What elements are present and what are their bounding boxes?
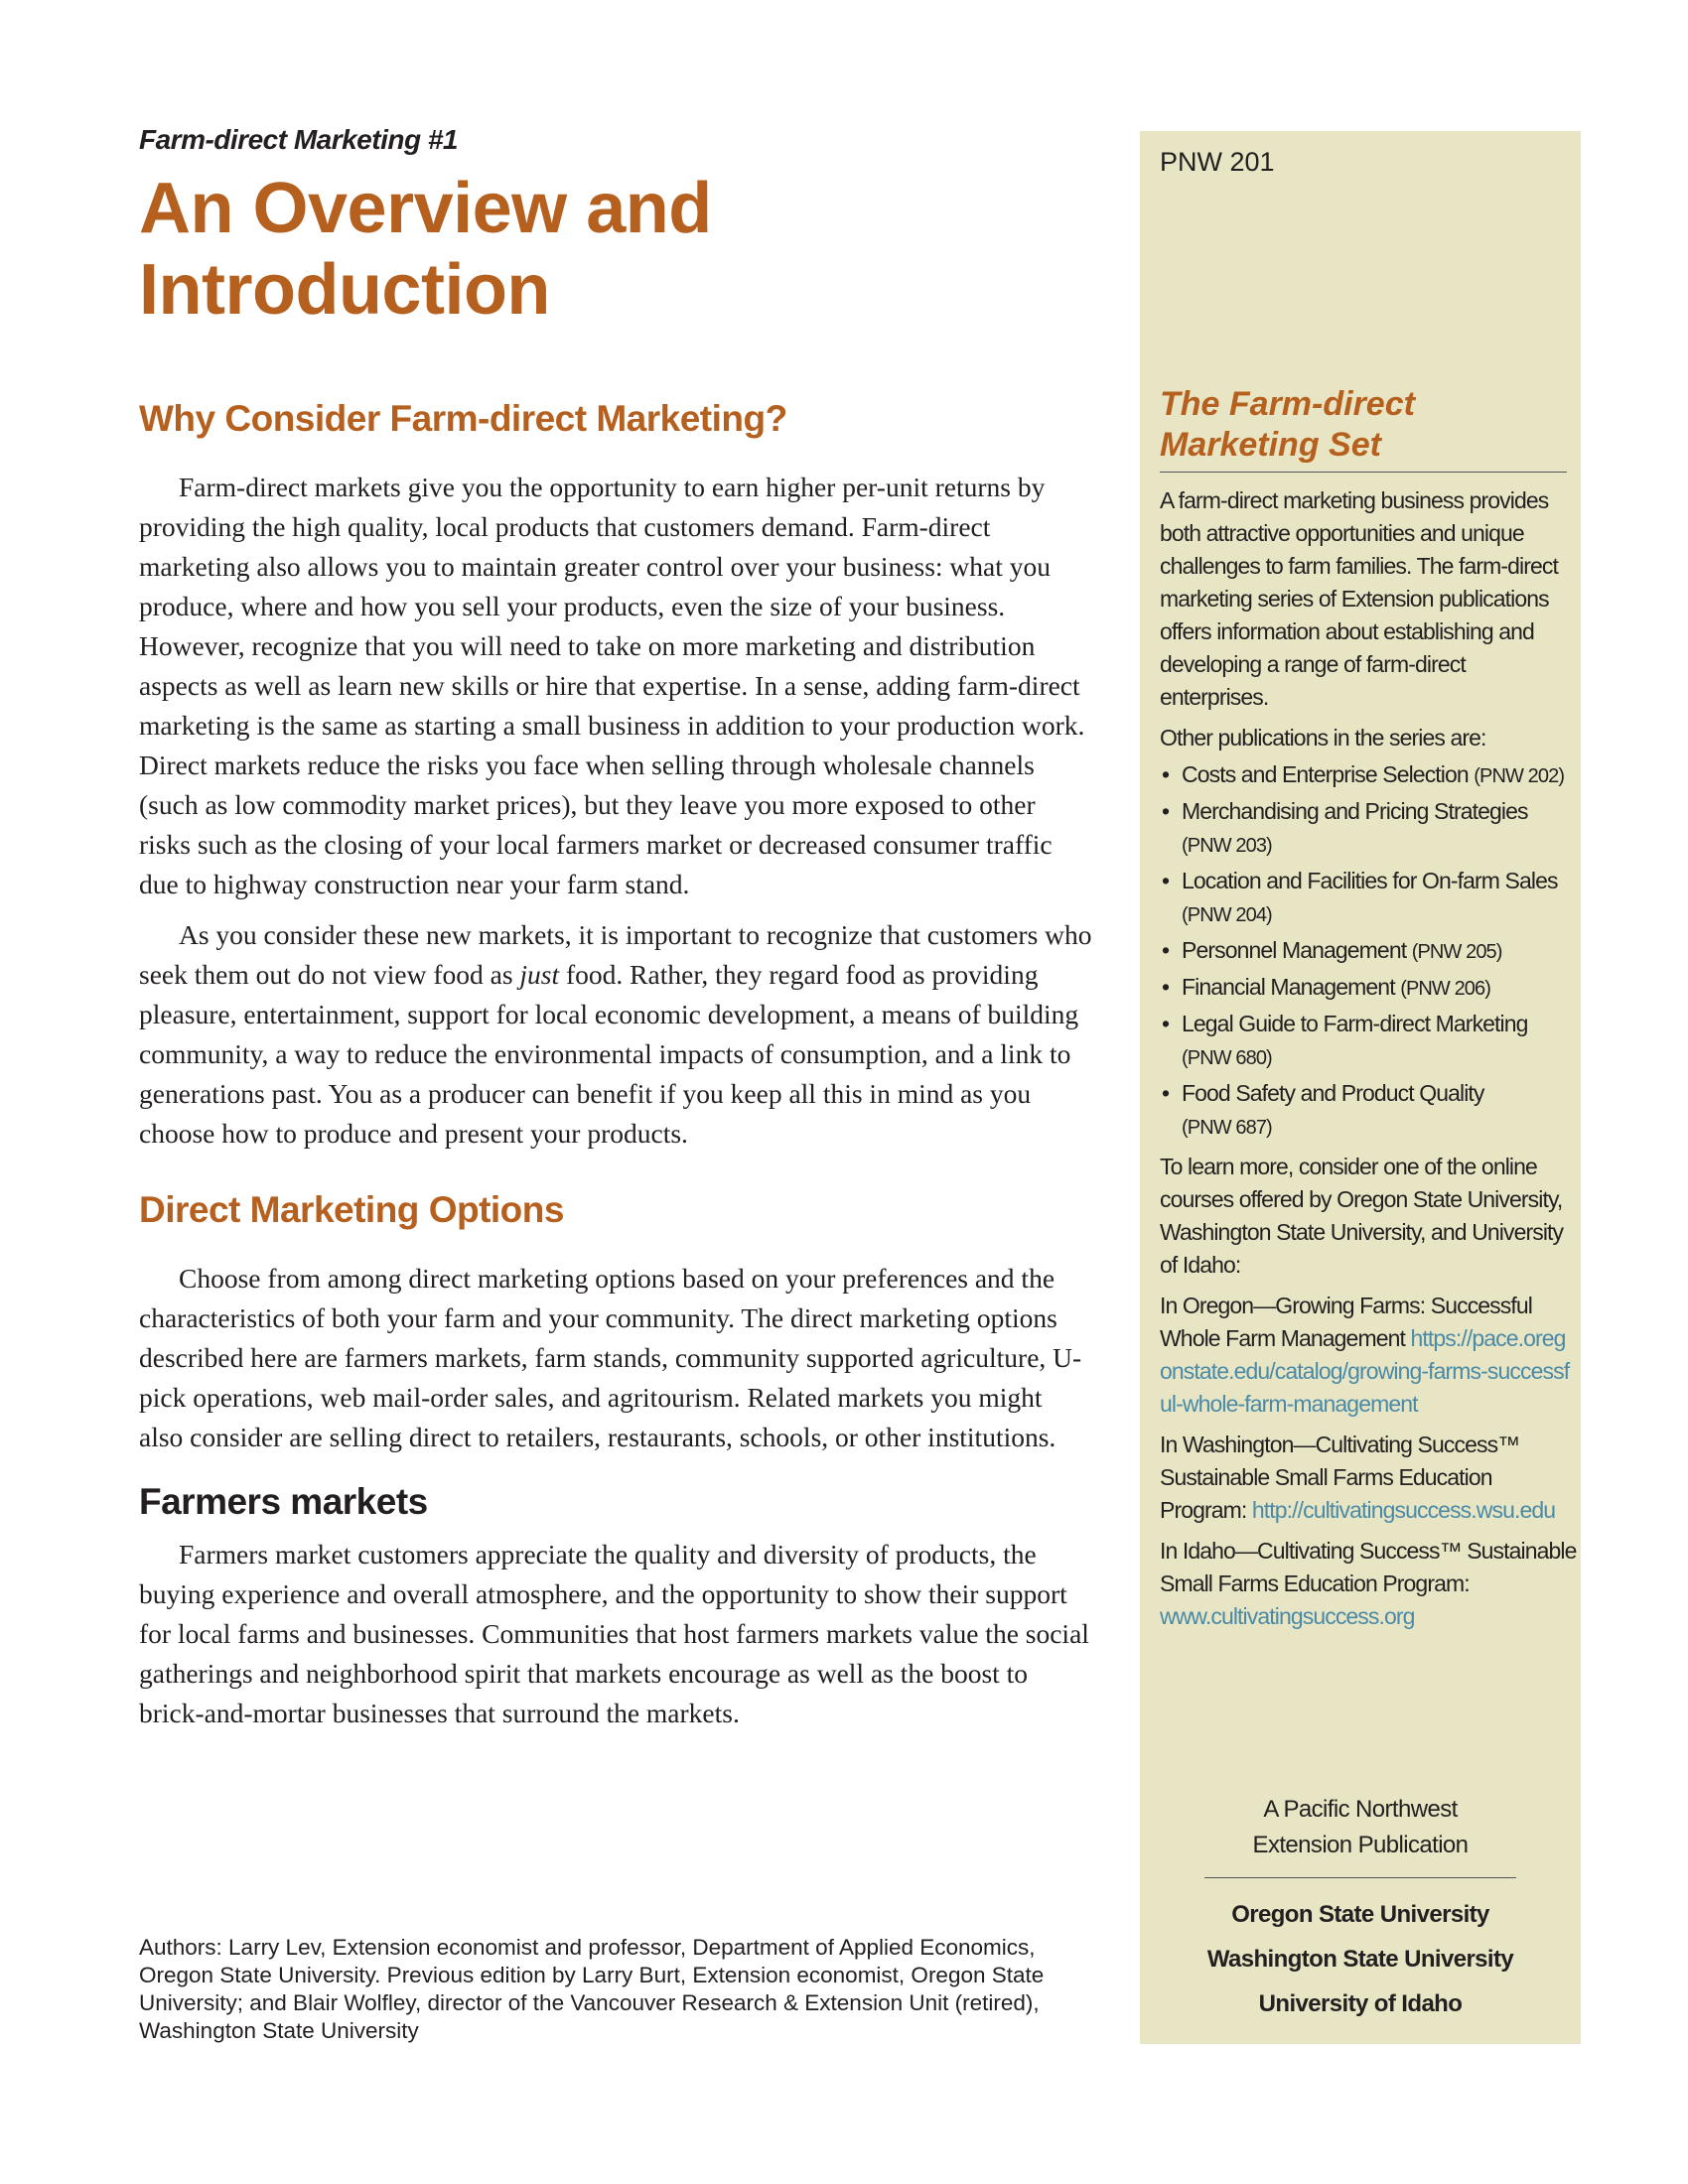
university-washington-state: Washington State University <box>1206 1946 1514 1973</box>
list-item-code: (PNW 202) <box>1474 765 1565 787</box>
sidebar-intro: A farm-direct marketing business provides both attractive opportunities and unique challenges to farm families. The farm-direct marketing series of Extension publications offers information about establishing and developing a range of farm-direct enterprises. <box>1160 487 1558 710</box>
list-item <box>1160 1008 1577 1075</box>
main-column <box>139 124 1092 1733</box>
bullet-icon: • <box>1162 798 1170 824</box>
sidebar <box>1140 131 1581 2044</box>
paragraph-why-2-a: As you consider these new markets, it is important to recognize that customers who seek them out do not view food as <box>139 919 1092 990</box>
paragraph-farmers-1: Farmers market customers appreciate the quality and diversity of products, the buying experience and overall atmosphere, and the opportunity to show their support for local farms and businesses. Communities that host farmers markets value the social gatherings and neighborhood spirit that markets encourage as well as the boost to brick-and-mortar businesses that surround the markets. <box>139 1539 1089 1728</box>
course-idaho-link[interactable]: www.cultivatingsuccess.org <box>1160 1603 1415 1629</box>
bullet-icon: • <box>1162 868 1170 893</box>
list-item-title: Costs and Enterprise Selection <box>1182 761 1469 787</box>
list-item <box>1160 865 1577 932</box>
footer-divider <box>1204 1877 1516 1878</box>
list-item <box>1160 758 1577 793</box>
publication-type-line-1: A Pacific Northwest <box>1263 1796 1458 1823</box>
sidebar-title: The Farm-direct Marketing Set <box>1160 384 1567 473</box>
series-label: Farm-direct Marketing #1 <box>139 124 458 155</box>
course-washington-label: In Washington <box>1160 1432 1294 1457</box>
sidebar-body <box>1160 484 1577 1633</box>
list-item-code: (PNW 204) <box>1182 904 1272 926</box>
list-item-code: (PNW 206) <box>1400 978 1490 1000</box>
list-item-title: Legal Guide to Farm-direct Marketing <box>1182 1011 1528 1036</box>
list-item-code: (PNW 680) <box>1182 1047 1272 1069</box>
bullet-icon: • <box>1162 761 1170 787</box>
sidebar-learn-more: To learn more, consider one of the online courses offered by Oregon State University, Washington State University, and University of Idaho: <box>1160 1154 1564 1278</box>
authors-note: Authors: Larry Lev, Extension economist and professor, Department of Applied Economics, Oregon State University. Previous edition by Larry Burt, Extension economist, Oregon State University; and Blair Wolfley, director of the Vancouver Research & Extension Unit (retired), Washington State University <box>139 1935 1045 2043</box>
publication-list <box>1160 758 1577 1145</box>
bullet-icon: • <box>1162 974 1170 1000</box>
course-idaho-text: —Cultivating Success™ Sustainable Small Farms Education Program: <box>1160 1538 1577 1596</box>
publication-type-line-2: Extension Publication <box>1252 1832 1469 1858</box>
paragraph-why-2 <box>139 915 1092 1154</box>
list-item <box>1160 971 1577 1006</box>
course-oregon-link[interactable]: https://pace.oregonstate.edu/catalog/growing-farms-successful-whole-farm-management <box>1160 1325 1570 1417</box>
publication-code: PNW 201 <box>1160 147 1275 177</box>
course-oregon-text: —Growing Farms: Successful Whole Farm Management <box>1160 1293 1532 1351</box>
title-line-2: Introduction <box>139 250 550 330</box>
paragraph-why-2-b: food. Rather, they regard food as providing pleasure, entertainment, support for local economic development, a means of building community, a way to reduce the environmental impacts of consumption, and a link to generations past. You as a producer can benefit if you keep all this in mind as you choose how to produce and present your products. <box>139 959 1079 1149</box>
list-item <box>1160 795 1577 863</box>
university-oregon-state: Oregon State University <box>1231 1901 1489 1928</box>
course-washington-link[interactable]: http://cultivatingsuccess.wsu.edu <box>1251 1497 1556 1523</box>
list-item-title: Food Safety and Product Quality <box>1182 1080 1484 1106</box>
list-item-title: Location and Facilities for On-farm Sales <box>1182 868 1558 893</box>
course-washington <box>1160 1429 1577 1527</box>
emphasis-just: just <box>519 959 560 990</box>
bullet-icon: • <box>1162 1011 1170 1036</box>
paragraph-direct-1: Choose from among direct marketing options based on your preferences and the characteristics of both your farm and your community. The direct marketing options described here are farmers markets, farm stands, community supported agriculture, U-pick operations, web mail-order sales, and agritourism. Related markets you might also consider are selling direct to retailers, restaurants, schools, or other institutions. <box>139 1263 1082 1452</box>
list-item-code: (PNW 205) <box>1411 941 1502 963</box>
bullet-icon: • <box>1162 937 1170 963</box>
heading-farmers-markets: Farmers markets <box>139 1481 428 1522</box>
list-item <box>1160 934 1577 969</box>
bullet-icon: • <box>1162 1080 1170 1106</box>
sidebar-footer <box>1140 1792 1581 2026</box>
university-idaho: University of Idaho <box>1258 1990 1463 2017</box>
page-title <box>139 168 1092 331</box>
course-oregon-label: In Oregon <box>1160 1293 1254 1318</box>
list-item-title: Financial Management <box>1182 974 1395 1000</box>
paragraph-why-1: Farm-direct markets give you the opportunity to earn higher per-unit returns by providing the high quality, local products that customers demand. Farm-direct marketing also allows you to maintain greater control over your business: what you produce, where and how you sell your products, even the size of your business. However, recognize that you will need to take on more marketing and distribution aspects as well as learn new skills or hire that expertise. In a sense, adding farm-direct marketing is the same as starting a small business in addition to your production work. Direct markets reduce the risks you face when selling through wholesale channels (such as low commodity market prices), but they leave you more exposed to other risks such as the closing of your local farmers market or decreased consumer traffic due to highway construction near your farm stand. <box>139 472 1085 899</box>
list-item-title: Personnel Management <box>1182 937 1407 963</box>
title-line-1: An Overview and <box>139 169 712 248</box>
sidebar-other-lead: Other publications in the series are: <box>1160 725 1486 751</box>
heading-why-consider: Why Consider Farm-direct Marketing? <box>139 398 787 439</box>
list-item-title: Merchandising and Pricing Strategies <box>1182 798 1528 824</box>
course-oregon <box>1160 1290 1577 1421</box>
course-idaho-label: In Idaho <box>1160 1538 1235 1564</box>
list-item-code: (PNW 203) <box>1182 835 1272 857</box>
course-idaho <box>1160 1535 1577 1633</box>
list-item-code: (PNW 687) <box>1182 1117 1272 1139</box>
list-item <box>1160 1077 1577 1145</box>
heading-direct-marketing-options: Direct Marketing Options <box>139 1189 564 1230</box>
course-washington-text: —Cultivating Success™ Sustainable Small Farms Education Program: <box>1160 1432 1520 1523</box>
